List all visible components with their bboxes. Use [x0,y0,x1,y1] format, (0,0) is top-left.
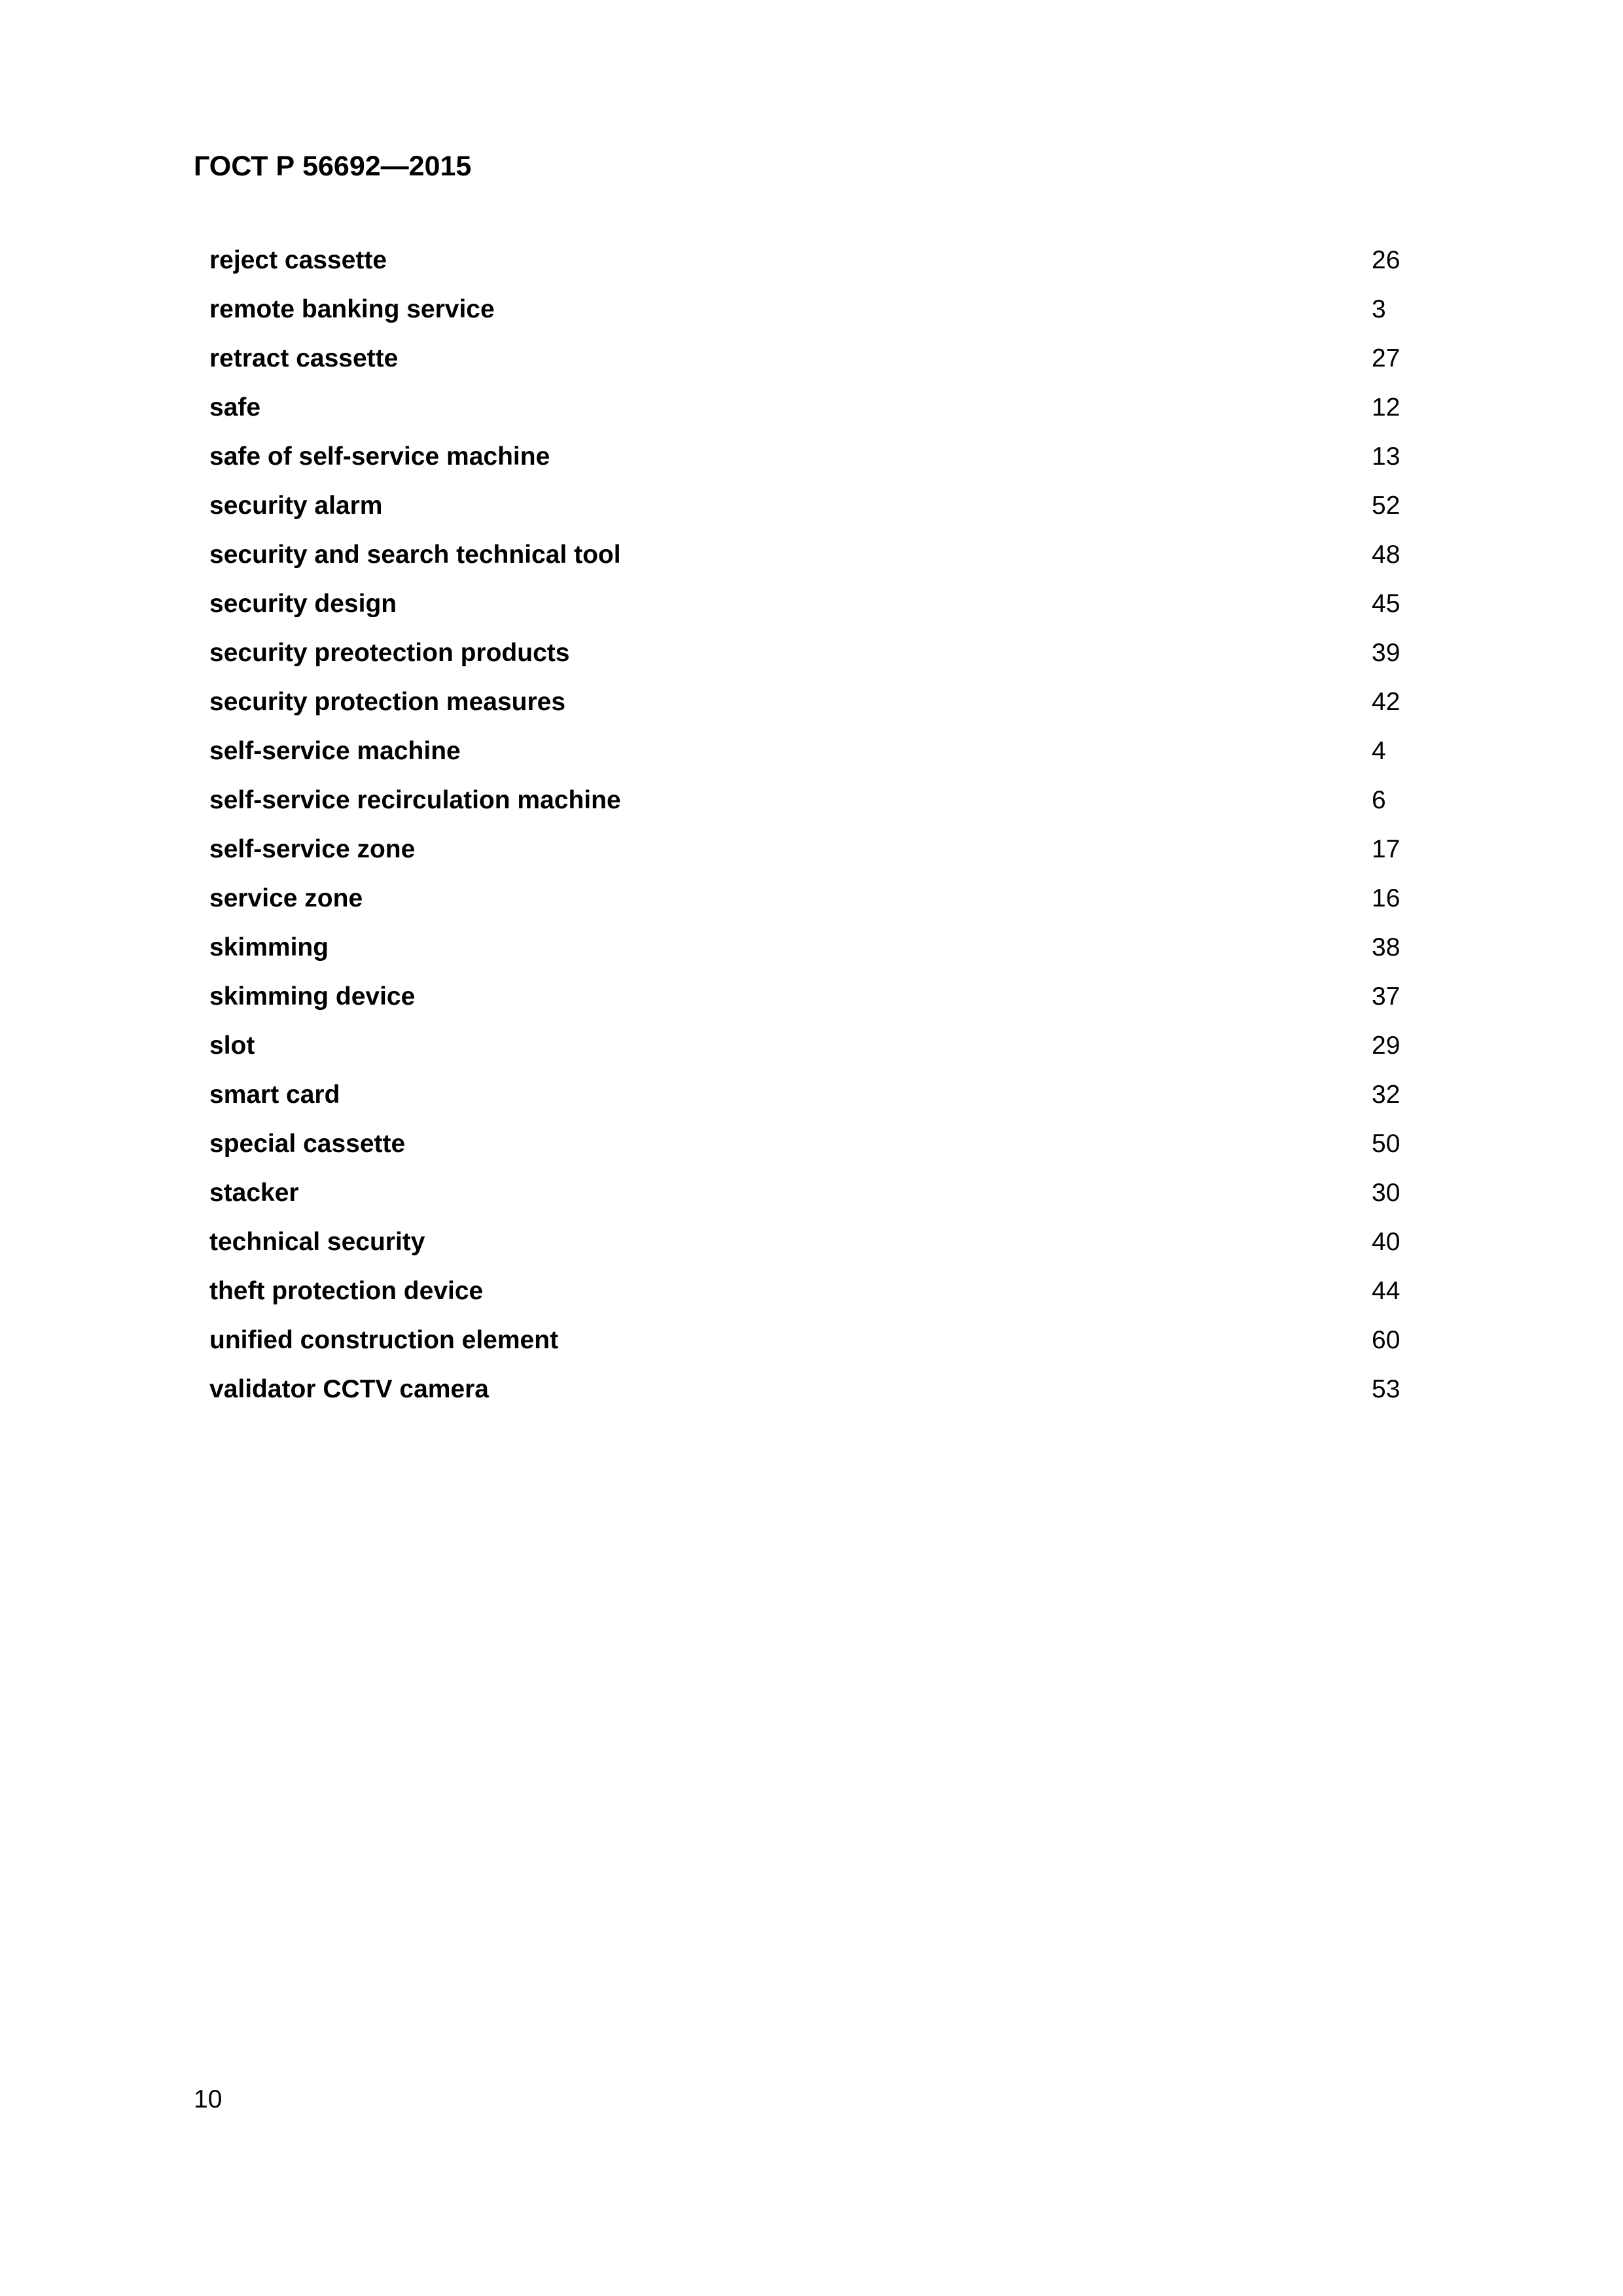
index-term: security and search technical tool [209,541,621,569]
index-term: special cassette [209,1130,406,1158]
index-entry [209,1168,1414,1217]
index-term-number: 12 [1372,393,1400,422]
index-term-number: 52 [1372,492,1400,520]
index-term-number: 32 [1372,1081,1400,1109]
index-term-number: 50 [1372,1130,1400,1158]
index-term: security design [209,590,397,618]
index-entry [209,481,1414,530]
index-entry [209,1365,1414,1414]
index-entry [209,825,1414,874]
index-term: security preotection products [209,639,570,667]
index-entry [209,726,1414,776]
index-term: skimming device [209,982,416,1011]
index-term-number: 27 [1372,344,1400,372]
index-entry [209,776,1414,825]
index-entry [209,1070,1414,1119]
index-entry [209,1217,1414,1266]
index-term-number: 17 [1372,835,1400,863]
index-entry [209,1266,1414,1316]
index-entry [209,1316,1414,1365]
document-code-header: ГОСТ Р 56692—2015 [194,151,472,182]
index-term: safe [209,393,261,422]
index-term-number: 60 [1372,1326,1400,1354]
index-term: unified construction element [209,1326,559,1354]
index-entry [209,923,1414,972]
index-term-number: 30 [1372,1179,1400,1207]
index-term: self-service zone [209,835,416,863]
index-entry [209,285,1414,334]
index-entry [209,972,1414,1021]
index-term: slot [209,1031,255,1060]
index-entry [209,530,1414,579]
index-term-number: 37 [1372,982,1400,1011]
index-term: service zone [209,884,363,912]
index-term: smart card [209,1081,340,1109]
index-entry [209,874,1414,923]
index-term: retract cassette [209,344,399,372]
index-term: stacker [209,1179,299,1207]
index-term: self-service recirculation machine [209,786,621,814]
index-term-number: 42 [1372,688,1400,716]
index-term-number: 29 [1372,1031,1400,1060]
index-term-number: 3 [1372,295,1386,323]
index-entry [209,236,1414,285]
index-entry [209,1021,1414,1070]
index-term-number: 40 [1372,1228,1400,1256]
index-term-number: 48 [1372,541,1400,569]
index-term-number: 13 [1372,442,1400,471]
index-term: technical security [209,1228,425,1256]
index-term: theft protection device [209,1277,484,1305]
index-entry [209,334,1414,383]
index-term-number: 53 [1372,1375,1400,1403]
index-term-number: 4 [1372,737,1386,765]
index-term-number: 16 [1372,884,1400,912]
index-entry [209,1119,1414,1168]
index-entry [209,677,1414,726]
index-term-number: 6 [1372,786,1386,814]
index-term: self-service machine [209,737,461,765]
index-term: security protection measures [209,688,566,716]
index-term: skimming [209,933,329,961]
term-index-list [209,236,1414,1414]
index-term: security alarm [209,492,383,520]
index-term-number: 26 [1372,246,1400,274]
index-term: remote banking service [209,295,495,323]
index-term-number: 45 [1372,590,1400,618]
index-term: validator CCTV camera [209,1375,490,1403]
index-term-number: 38 [1372,933,1400,961]
index-term: reject cassette [209,246,387,274]
index-entry [209,579,1414,628]
index-term: safe of self-service machine [209,442,550,471]
page-number: 10 [194,2085,223,2113]
index-term-number: 44 [1372,1277,1400,1305]
index-entry [209,383,1414,432]
index-term-number: 39 [1372,639,1400,667]
index-entry [209,432,1414,481]
index-entry [209,628,1414,677]
